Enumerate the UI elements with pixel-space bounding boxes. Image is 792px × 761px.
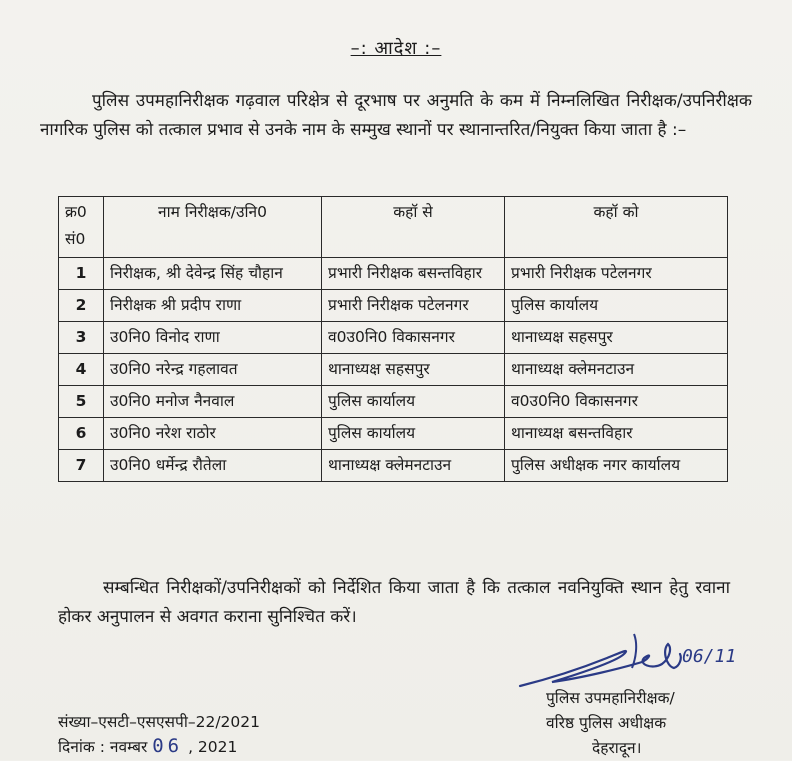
row-name: उ0नि0 मनोज नैनवाल bbox=[104, 386, 322, 418]
table-header-row bbox=[59, 197, 728, 258]
reference-date bbox=[58, 734, 260, 759]
row-to: थानाध्यक्ष क्लेमनटाउन bbox=[505, 354, 728, 386]
row-from: पुलिस कार्यालय bbox=[322, 418, 505, 450]
row-from: प्रभारी निरीक्षक पटेलनगर bbox=[322, 290, 505, 322]
intro-paragraph: पुलिस उपमहानिरीक्षक गढ़वाल परिक्षेत्र से दूरभाष पर अनुमति के कम में निम्नलिखित निरीक्षक/उपनिरीक्षक नागरिक पुलिस को तत्काल प्रभाव से उनके नाम के सम्मुख स्थानों पर स्थानान्तरित/नियुक्त किया जाता है :– bbox=[40, 91, 752, 140]
signatory-line-3: देहरादून। bbox=[592, 739, 642, 757]
row-serial: 7 bbox=[59, 450, 104, 482]
date-day: 06 bbox=[152, 735, 184, 757]
row-serial: 1 bbox=[59, 258, 104, 290]
table-row bbox=[59, 258, 728, 290]
row-serial: 5 bbox=[59, 386, 104, 418]
row-serial: 3 bbox=[59, 322, 104, 354]
row-serial: 6 bbox=[59, 418, 104, 450]
row-serial: 2 bbox=[59, 290, 104, 322]
row-from: पुलिस कार्यालय bbox=[322, 386, 505, 418]
row-to: प्रभारी निरीक्षक पटेलनगर bbox=[505, 258, 728, 290]
transfer-table bbox=[58, 196, 728, 482]
row-to: व0उ0नि0 विकासनगर bbox=[505, 386, 728, 418]
row-name: उ0नि0 विनोद राणा bbox=[104, 322, 322, 354]
row-to: पुलिस कार्यालय bbox=[505, 290, 728, 322]
table-body bbox=[59, 258, 728, 482]
table-row bbox=[59, 418, 728, 450]
signatory-block bbox=[546, 686, 756, 761]
date-prefix: दिनांक : नवम्बर bbox=[58, 738, 148, 756]
row-name: उ0नि0 नरेश राठोर bbox=[104, 418, 322, 450]
row-from: व0उ0नि0 विकासनगर bbox=[322, 322, 505, 354]
row-from: प्रभारी निरीक्षक बसन्तविहार bbox=[322, 258, 505, 290]
row-serial: 4 bbox=[59, 354, 104, 386]
table-row bbox=[59, 354, 728, 386]
order-heading bbox=[0, 36, 792, 60]
signatory-line-1: पुलिस उपमहानिरीक्षक/ bbox=[546, 689, 675, 707]
row-name: निरीक्षक, श्री देवेन्द्र सिंह चौहान bbox=[104, 258, 322, 290]
row-name: उ0नि0 धर्मेन्द्र रौतेला bbox=[104, 450, 322, 482]
header-to: कहॉ को bbox=[505, 197, 728, 258]
order-heading-text: –: आदेश :– bbox=[350, 38, 442, 59]
table-row bbox=[59, 450, 728, 482]
instruction-paragraph: सम्बन्धित निरीक्षकों/उपनिरीक्षकों को निर्देशित किया जाता है कि तत्काल नवनियुक्ति स्थान हेतु रवाना होकर अनुपालन से अवगत कराना सुनिश्चित करें। bbox=[58, 578, 730, 627]
row-from: थानाध्यक्ष क्लेमनटाउन bbox=[322, 450, 505, 482]
table-row bbox=[59, 386, 728, 418]
handwritten-date: 06/11 bbox=[682, 646, 737, 667]
table-row bbox=[59, 290, 728, 322]
reference-block bbox=[58, 710, 260, 759]
signatory-line-2: वरिष्ठ पुलिस अधीक्षक bbox=[546, 714, 667, 732]
row-name: उ0नि0 नरेन्द्र गहलावत bbox=[104, 354, 322, 386]
header-name: नाम निरीक्षक/उनि0 bbox=[104, 197, 322, 258]
row-from: थानाध्यक्ष सहसपुर bbox=[322, 354, 505, 386]
row-name: निरीक्षक श्री प्रदीप राणा bbox=[104, 290, 322, 322]
row-to: पुलिस अधीक्षक नगर कार्यालय bbox=[505, 450, 728, 482]
reference-number: संख्या–एसटी–एसएसपी–22/2021 bbox=[58, 713, 260, 731]
row-to: थानाध्यक्ष सहसपुर bbox=[505, 322, 728, 354]
date-year: , 2021 bbox=[188, 738, 238, 756]
table-row bbox=[59, 322, 728, 354]
row-to: थानाध्यक्ष बसन्तविहार bbox=[505, 418, 728, 450]
header-from: कहॉ से bbox=[322, 197, 505, 258]
header-serial: क्र0 सं0 bbox=[59, 197, 104, 258]
